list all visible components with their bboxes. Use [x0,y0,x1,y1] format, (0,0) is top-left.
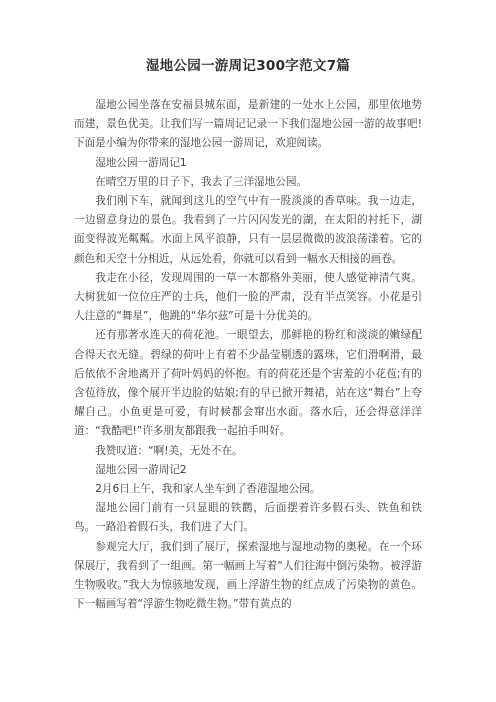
document-title: 湿地公园一游周记300字范文7篇 [145,58,351,74]
body-paragraph: 参观完大厅，我们到了展厅，探索湿地与湿地动物的奥秘。在一个环保展厅，我看到了一组画。第一幅画上写着“人们往海中倒污染物。被浮游生物吸收。”我大为惊骇地发现，画上浮游生物的红点成了污染物的黄色。下一幅画写着“浮游生物吃微生物。”带有黄点的 [74,540,422,611]
intro-paragraph: 湿地公园坐落在安福县城东面，是新建的一处水上公园，那里依地势而建，景色优美。让我们写一篇周记记录一下我们湿地公园一游的故事吧!下面是小编为你带来的湿地公园一游周记，欢迎阅读。 [74,99,422,150]
body-paragraph: 我走在小径，发现周围的一草一木都格外美丽，使人感觉神清气爽。大树犹如一位位庄严的士兵，他们一脸的严肃，没有半点笑容。小花是引人注意的“舞星”，他跳的“华尔兹”可是十分优美的。 [74,271,422,323]
body-paragraph: 我们刚下车，就闻到这儿的空气中有一股淡淡的香草味。我一边走，一边留意身边的景色。我看到了一片闪闪发光的湖，在太阳的衬托下，湖面变得波光粼粼。水面上风平浪静，只有一层层微微的波浪荡漾着。它的颜色和天空十分相近，从远处看，你就可以看到一幅水天相接的画卷。 [74,195,422,265]
section-heading-1: 湿地公园一游周记1 [95,156,187,169]
body-paragraph: 我赞叹道：“啊!美，无处不在。 [95,444,243,457]
body-paragraph: 2月6日上午，我和家人坐车到了香港湿地公园。 [95,483,321,496]
body-paragraph: 还有那著水连天的荷花池。一眼望去，那鲜艳的粉红和淡淡的嫩绿配合得天衣无缝。碧绿的荷叶上有着不少晶莹剔透的露珠，它们滑啊滑，最后依依不舍地离开了荷叶妈妈的怀抱。有的荷花还是个害羞的小花苞;有的含苞待放，像个展开半边脸的姑娘;有的早已掀开舞裙，站在这“舞台”上夸耀自己。小鱼更是可爱，有时候都会窜出水面。落水后，还会得意洋洋道：“我酷吧!”许多朋友都跟我一起拍手叫好。 [74,329,422,438]
body-paragraph: 湿地公园门前有一只显眼的铁鹳，后面摆着许多假石头、铁鱼和铁鸟。一路沿着假石头，我们进了大门。 [74,502,422,534]
section-heading-2: 湿地公园一游周记2 [95,463,187,476]
body-paragraph: 在晴空万里的日子下，我去了三洋湿地公园。 [95,175,308,188]
